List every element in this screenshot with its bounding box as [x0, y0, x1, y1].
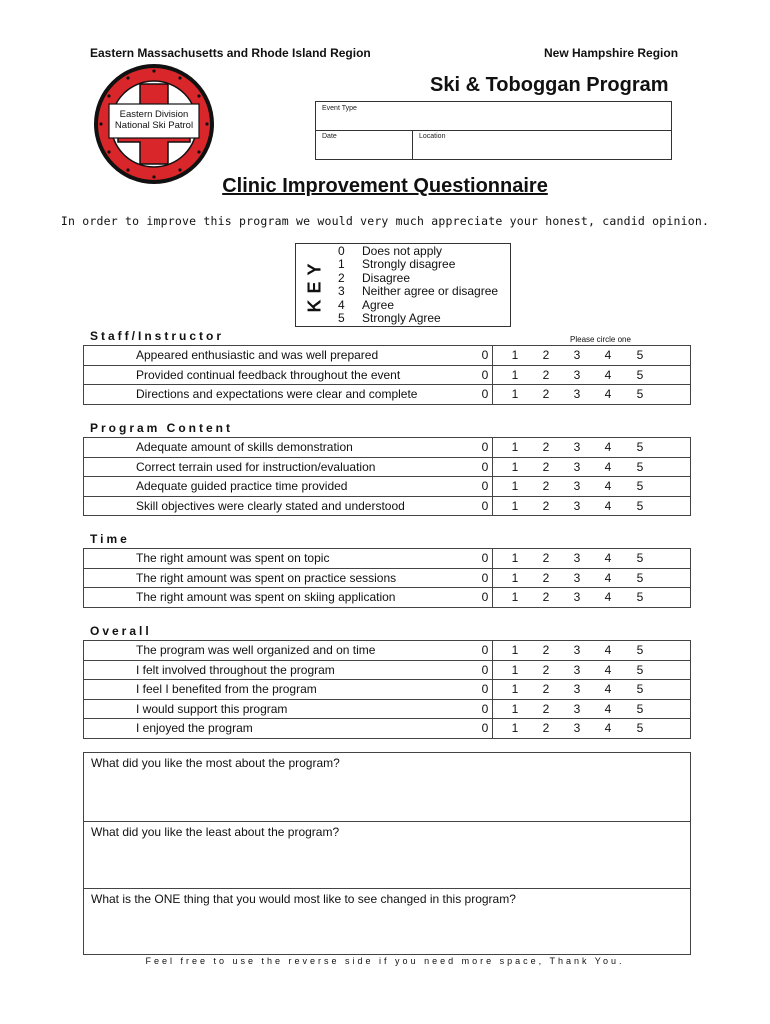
- intro-text: In order to improve this program we would very much appreciate your honest, candid opinion.: [60, 214, 710, 228]
- rating-option-3[interactable]: 3: [573, 662, 581, 677]
- question-label: Correct terrain used for instruction/evaluation: [84, 457, 493, 477]
- rating-option-2[interactable]: 2: [542, 440, 550, 455]
- question-label: I feel I benefited from the program: [84, 680, 493, 700]
- rating-option-3[interactable]: 3: [573, 570, 581, 585]
- event-type-field[interactable]: [316, 102, 671, 131]
- rating-option-2[interactable]: 2: [542, 551, 550, 566]
- rating-option-2[interactable]: 2: [542, 643, 550, 658]
- question-label: Adequate guided practice time provided: [84, 477, 493, 497]
- rating-option-4[interactable]: 4: [604, 367, 612, 382]
- rating-option-0[interactable]: 0: [481, 551, 489, 566]
- rating-option-2[interactable]: 2: [542, 479, 550, 494]
- rating-option-0[interactable]: 0: [481, 701, 489, 716]
- table-row: [84, 588, 691, 608]
- rating-option-5[interactable]: 5: [636, 682, 644, 697]
- rating-options: [481, 719, 691, 739]
- rating-option-0[interactable]: 0: [481, 440, 489, 455]
- event-type-label: Event Type: [322, 105, 357, 112]
- rating-option-5[interactable]: 5: [636, 551, 644, 566]
- rating-option-2[interactable]: 2: [542, 387, 550, 402]
- rating-option-3[interactable]: 3: [573, 551, 581, 566]
- rating-option-3[interactable]: 3: [573, 643, 581, 658]
- table-row: [84, 457, 691, 477]
- rating-option-2[interactable]: 2: [542, 682, 550, 697]
- rating-option-5[interactable]: 5: [636, 459, 644, 474]
- rating-options: [481, 699, 691, 719]
- rating-option-2[interactable]: 2: [542, 590, 550, 605]
- rating-option-5[interactable]: 5: [636, 387, 644, 402]
- rating-option-4[interactable]: 4: [604, 721, 612, 736]
- rating-option-1[interactable]: 1: [511, 570, 519, 585]
- rating-option-4[interactable]: 4: [604, 440, 612, 455]
- rating-option-2[interactable]: 2: [542, 348, 550, 363]
- rating-option-3[interactable]: 3: [573, 721, 581, 736]
- rating-option-5[interactable]: 5: [636, 643, 644, 658]
- rating-option-3[interactable]: 3: [573, 682, 581, 697]
- rating-table: [83, 437, 691, 516]
- rating-option-0[interactable]: 0: [481, 367, 489, 382]
- program-title: Ski & Toboggan Program: [430, 74, 669, 96]
- rating-option-0[interactable]: 0: [481, 459, 489, 474]
- please-circle-note: Please circle one: [570, 335, 631, 344]
- question-label: The right amount was spent on skiing application: [84, 588, 493, 608]
- footer-note: Feel free to use the reverse side if you need more space, Thank You.: [145, 956, 625, 966]
- rating-option-2[interactable]: 2: [542, 459, 550, 474]
- logo-line-1: Eastern Division: [119, 109, 189, 120]
- rating-option-4[interactable]: 4: [604, 348, 612, 363]
- rating-option-4[interactable]: 4: [604, 479, 612, 494]
- location-label: Location: [419, 133, 446, 140]
- table-row: [84, 477, 691, 497]
- rating-option-3[interactable]: 3: [573, 590, 581, 605]
- left-region-label: Eastern Massachusetts and Rhode Island Region: [90, 46, 371, 60]
- rating-option-1[interactable]: 1: [511, 459, 519, 474]
- comment-field-most[interactable]: What did you like the most about the program?: [91, 756, 340, 770]
- rating-options: [481, 680, 691, 700]
- rating-option-4[interactable]: 4: [604, 701, 612, 716]
- rating-option-2[interactable]: 2: [542, 701, 550, 716]
- rating-option-5[interactable]: 5: [636, 721, 644, 736]
- rating-option-5[interactable]: 5: [636, 701, 644, 716]
- rating-option-0[interactable]: 0: [481, 570, 489, 585]
- rating-option-1[interactable]: 1: [511, 551, 519, 566]
- section-title-staff: Staff/Instructor: [90, 329, 225, 343]
- rating-option-2[interactable]: 2: [542, 721, 550, 736]
- location-field[interactable]: [413, 131, 671, 159]
- key-item: 4 Agree: [338, 297, 395, 312]
- key-item: 5 Strongly Agree: [338, 311, 441, 325]
- question-label: Appeared enthusiastic and was well prepared: [84, 346, 493, 366]
- rating-option-4[interactable]: 4: [604, 570, 612, 585]
- rating-option-3[interactable]: 3: [573, 479, 581, 494]
- key-item: 0 Does not apply: [338, 244, 443, 258]
- rating-option-3[interactable]: 3: [573, 367, 581, 382]
- rating-option-4[interactable]: 4: [604, 551, 612, 566]
- table-row: [84, 680, 691, 700]
- rating-option-5[interactable]: 5: [636, 662, 644, 677]
- rating-option-2[interactable]: 2: [542, 570, 550, 585]
- right-region-label: New Hampshire Region: [544, 46, 679, 60]
- table-row: [84, 438, 691, 458]
- rating-option-1[interactable]: 1: [511, 479, 519, 494]
- rating-option-0[interactable]: 0: [481, 387, 489, 402]
- rating-options: [481, 588, 691, 608]
- rating-options: [481, 568, 691, 588]
- rating-option-2[interactable]: 2: [542, 498, 550, 513]
- rating-option-3[interactable]: 3: [573, 387, 581, 402]
- table-row: [84, 346, 691, 366]
- table-row: [84, 641, 691, 661]
- rating-table: [83, 548, 691, 608]
- rating-option-4[interactable]: 4: [604, 387, 612, 402]
- rating-option-3[interactable]: 3: [573, 701, 581, 716]
- rating-options: [481, 457, 691, 477]
- rating-option-2[interactable]: 2: [542, 367, 550, 382]
- table-row: [84, 365, 691, 385]
- rating-table: [83, 345, 691, 405]
- rating-option-5[interactable]: 5: [636, 498, 644, 513]
- rating-option-0[interactable]: 0: [481, 643, 489, 658]
- rating-option-3[interactable]: 3: [573, 459, 581, 474]
- rating-option-4[interactable]: 4: [604, 590, 612, 605]
- rating-option-2[interactable]: 2: [542, 662, 550, 677]
- section-title-overall: Overall: [90, 624, 152, 638]
- rating-option-1[interactable]: 1: [511, 367, 519, 382]
- rating-option-3[interactable]: 3: [573, 440, 581, 455]
- rating-options: [481, 660, 691, 680]
- rating-option-5[interactable]: 5: [636, 590, 644, 605]
- key-item: 2 Disagree: [338, 270, 411, 285]
- table-row: [84, 660, 691, 680]
- rating-option-0[interactable]: 0: [481, 662, 489, 677]
- question-label: The program was well organized and on time: [84, 641, 493, 661]
- rating-option-1[interactable]: 1: [511, 721, 519, 736]
- table-row: [84, 719, 691, 739]
- section-title-program-content: Program Content: [90, 421, 234, 435]
- rating-option-5[interactable]: 5: [636, 367, 644, 382]
- rating-option-1[interactable]: 1: [511, 662, 519, 677]
- key-item: 1 Strongly disagree: [338, 257, 456, 272]
- rating-option-3[interactable]: 3: [573, 498, 581, 513]
- question-label: Adequate amount of skills demonstration: [84, 438, 493, 458]
- date-field[interactable]: [316, 131, 413, 159]
- rating-option-4[interactable]: 4: [604, 643, 612, 658]
- question-label: The right amount was spent on practice sessions: [84, 568, 493, 588]
- rating-table: [83, 640, 691, 739]
- logo-line-2: National Ski Patrol: [114, 120, 194, 131]
- rating-options: [481, 641, 691, 661]
- rating-option-4[interactable]: 4: [604, 662, 612, 677]
- comments-box: [83, 752, 691, 955]
- rating-option-1[interactable]: 1: [511, 440, 519, 455]
- rating-option-0[interactable]: 0: [481, 498, 489, 513]
- rating-option-0[interactable]: 0: [481, 721, 489, 736]
- rating-option-5[interactable]: 5: [636, 570, 644, 585]
- question-label: Directions and expectations were clear and complete: [84, 385, 493, 405]
- rating-option-1[interactable]: 1: [511, 701, 519, 716]
- rating-option-1[interactable]: 1: [511, 348, 519, 363]
- rating-option-4[interactable]: 4: [604, 682, 612, 697]
- key-item: 3 Neither agree or disagree: [338, 284, 499, 299]
- rating-option-3[interactable]: 3: [573, 348, 581, 363]
- rating-option-1[interactable]: 1: [511, 498, 519, 513]
- rating-options: [481, 477, 691, 497]
- rating-options: [481, 365, 691, 385]
- rating-key-box: [295, 243, 511, 327]
- rating-option-1[interactable]: 1: [511, 387, 519, 402]
- rating-option-0[interactable]: 0: [481, 479, 489, 494]
- rating-option-0[interactable]: 0: [481, 590, 489, 605]
- question-label: The right amount was spent on topic: [84, 549, 493, 569]
- table-row: [84, 385, 691, 405]
- table-row: [84, 568, 691, 588]
- rating-option-4[interactable]: 4: [604, 498, 612, 513]
- rating-options: [481, 385, 691, 405]
- question-label: I enjoyed the program: [84, 719, 493, 739]
- questionnaire-title: Clinic Improvement Questionnaire: [222, 175, 548, 197]
- comment-field-change[interactable]: What is the ONE thing that you would most like to see changed in this program?: [84, 888, 690, 956]
- table-row: [84, 496, 691, 516]
- question-label: Skill objectives were clearly stated and understood: [84, 496, 493, 516]
- question-label: I felt involved throughout the program: [84, 660, 493, 680]
- national-ski-patrol-logo: [90, 62, 218, 186]
- rating-option-0[interactable]: 0: [481, 348, 489, 363]
- question-label: Provided continual feedback throughout the event: [84, 365, 493, 385]
- rating-option-0[interactable]: 0: [481, 682, 489, 697]
- section-title-time: Time: [90, 532, 130, 546]
- rating-option-1[interactable]: 1: [511, 643, 519, 658]
- event-info-box: [315, 101, 672, 160]
- rating-options: [481, 346, 691, 366]
- comment-field-least[interactable]: What did you like the least about the program?: [84, 821, 690, 889]
- question-label: I would support this program: [84, 699, 493, 719]
- table-row: [84, 699, 691, 719]
- key-label: KEY: [304, 257, 325, 313]
- date-label: Date: [322, 133, 337, 140]
- rating-options: [481, 496, 691, 516]
- rating-option-1[interactable]: 1: [511, 590, 519, 605]
- rating-option-5[interactable]: 5: [636, 348, 644, 363]
- rating-options: [481, 438, 691, 458]
- rating-option-4[interactable]: 4: [604, 459, 612, 474]
- rating-option-5[interactable]: 5: [636, 479, 644, 494]
- rating-options: [481, 549, 691, 569]
- rating-option-5[interactable]: 5: [636, 440, 644, 455]
- table-row: [84, 549, 691, 569]
- rating-option-1[interactable]: 1: [511, 682, 519, 697]
